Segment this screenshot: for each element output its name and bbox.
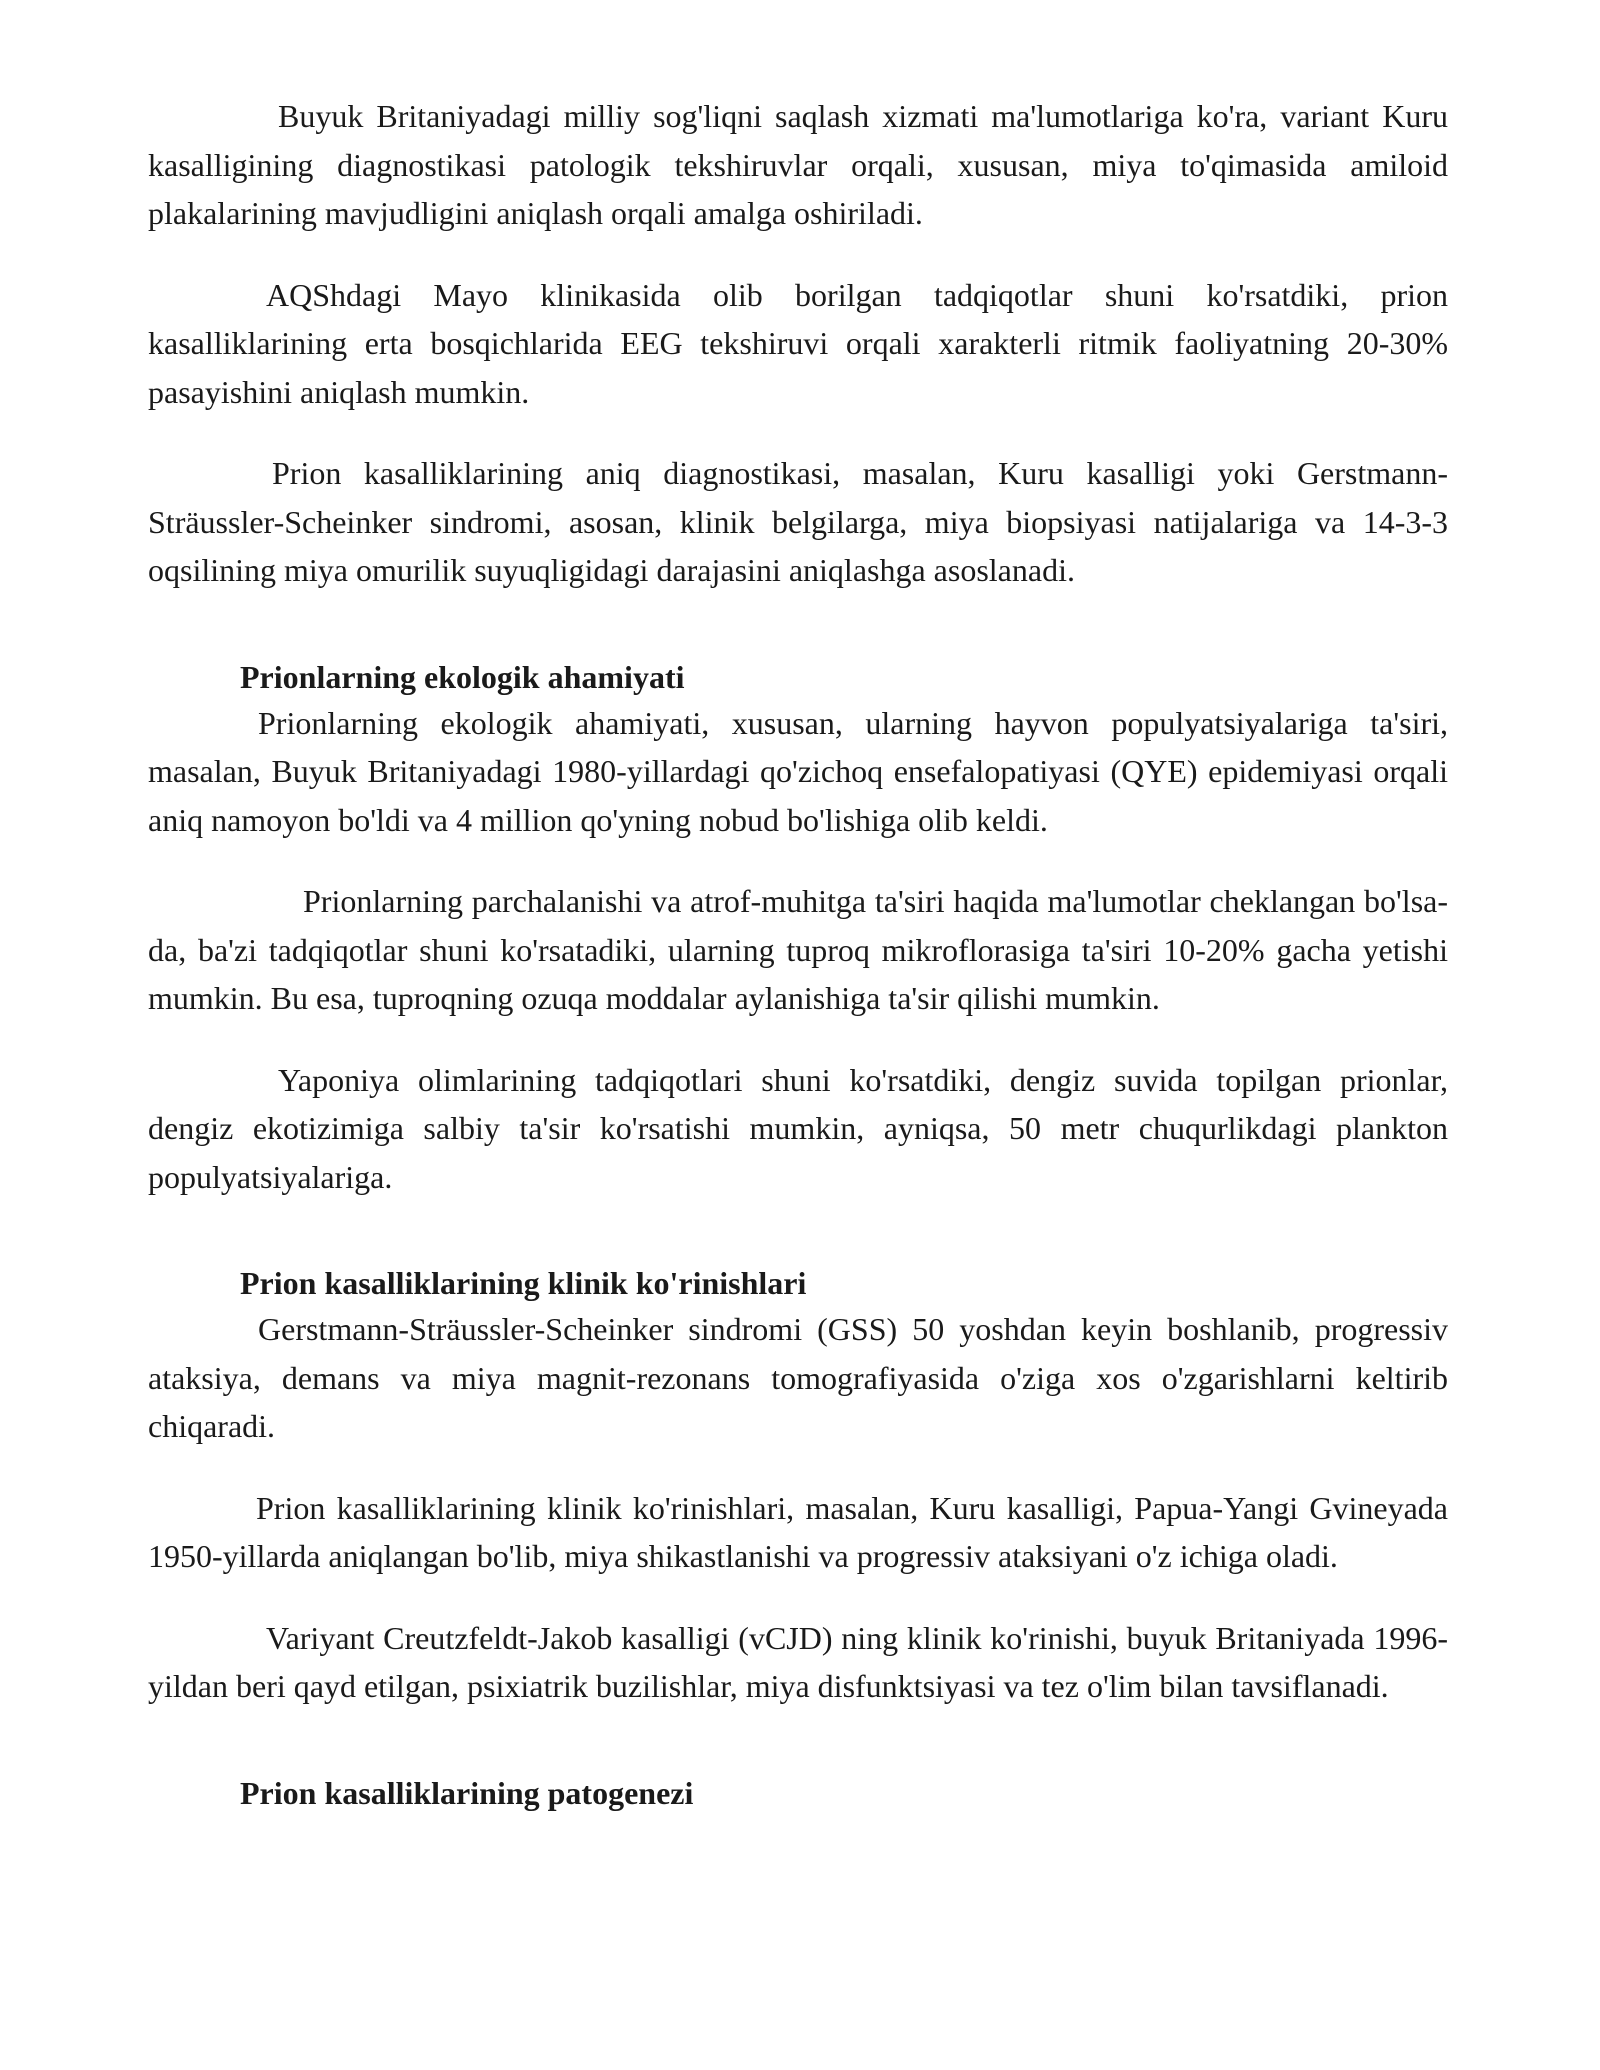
paragraph-clinical-vcjd: Variyant Creutzfeldt-Jakob kasalligi (vCJD) ning klinik ko'rinishi, buyuk Britaniyada 1996-yildan beri qayd etilgan, psixiatrik buzilishlar, miya disfunktsiyasi va tez o'lim bilan tavsiflanadi. bbox=[148, 1619, 1448, 1704]
section-heading-ecology: Prionlarning ekologik ahamiyati bbox=[240, 658, 685, 695]
document-page bbox=[148, 92, 1448, 1815]
paragraph-ecology-soil: Prionlarning parchalanishi va atrof-muhitga ta'siri haqida ma'lumotlar cheklangan bo'lsa-da, ba'zi tadqiqotlar shuni ko'rsatadiki, ularning tuproq mikroflorasiga ta'siri 10-20% gacha yetishi mumkin. Bu esa, tuproqning ozuqa moddalar aylanishiga ta'sir qilishi mumkin. bbox=[148, 883, 1448, 1016]
paragraph-clinical-kuru: Prion kasalliklarining klinik ko'rinishlari, masalan, Kuru kasalligi, Papua-Yangi Gvineyada 1950-yillarda aniqlangan bo'lib, miya shikastlanishi va progressiv ataksiyani o'z ichiga oladi. bbox=[148, 1489, 1448, 1574]
paragraph-nhs-diagnostics: Buyuk Britaniyadagi milliy sog'liqni saqlash xizmati ma'lumotlariga ko'ra, variant Kuru kasalligining diagnostikasi patologik tekshiruvlar orqali, xususan, miya to'qimasida amiloid plakalarining mavjudligini aniqlash orqali amalga oshiriladi. bbox=[148, 98, 1448, 231]
section-heading-clinical: Prion kasalliklarining klinik ko'rinishlari bbox=[240, 1265, 807, 1301]
paragraph-ecology-marine: Yaponiya olimlarining tadqiqotlari shuni ko'rsatdiki, dengiz suvida topilgan prionlar, dengiz ekotizimiga salbiy ta'sir ko'rsatishi mumkin, ayniqsa, 50 metr chuqurlikdagi plankton populyatsiyalariga. bbox=[148, 1061, 1448, 1195]
paragraph-prion-diagnostics: Prion kasalliklarining aniq diagnostikasi, masalan, Kuru kasalligi yoki Gerstmann-Sträussler-Scheinker sindromi, asosan, klinik belgilarga, miya biopsiyasi natijalariga va 14-3-3 oqsilining miya omurilik suyuqligidagi darajasini aniqlashga asoslanadi. bbox=[148, 455, 1448, 588]
paragraph-mayo-clinic-eeg: AQShdagi Mayo klinikasida olib borilgan tadqiqotlar shuni ko'rsatdiki, prion kasalliklarining erta bosqichlarida EEG tekshiruvi orqali xarakterli ritmik faoliyatning 20-30% pasayishini aniqlash mumkin. bbox=[148, 276, 1448, 410]
paragraph-clinical-gss: Gerstmann-Sträussler-Scheinker sindromi (GSS) 50 yoshdan keyin boshlanib, progressiv ataksiya, demans va miya magnit-rezonans tomografiyasida o'ziga xos o'zgarishlarni keltirib chiqaradi. bbox=[148, 1311, 1448, 1444]
section-heading-pathogenesis: Prion kasalliklarining patogenezi bbox=[240, 1774, 694, 1811]
paragraph-ecology-animal-populations: Prionlarning ekologik ahamiyati, xususan, ularning hayvon populyatsiyalariga ta'siri, masalan, Buyuk Britaniyadagi 1980-yillardagi qo'zichoq ensefalopatiyasi (QYE) epidemiyasi orqali aniq namoyon bo'ldi va 4 million qo'yning nobud bo'lishiga olib keldi. bbox=[148, 704, 1448, 838]
